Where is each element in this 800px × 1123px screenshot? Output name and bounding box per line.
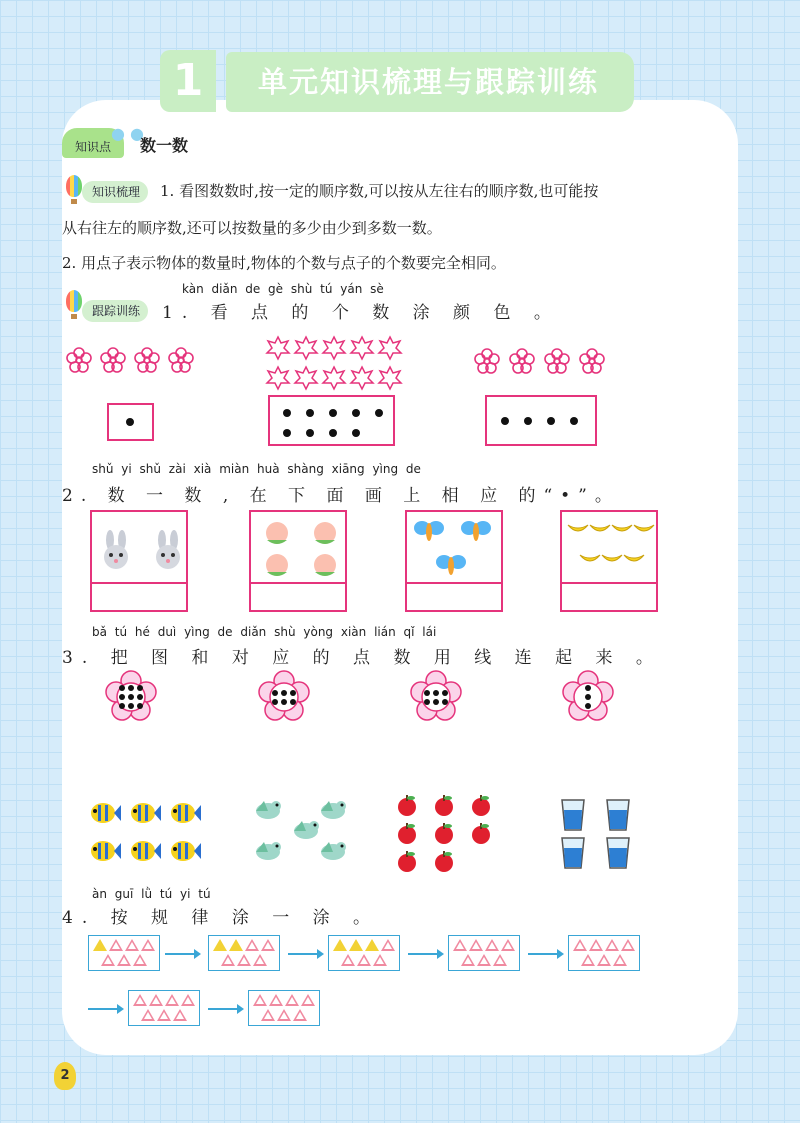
dot — [137, 685, 143, 691]
balloon-icon — [66, 290, 82, 312]
dot-flower — [410, 670, 462, 722]
flower-icon — [98, 345, 128, 379]
dot — [119, 685, 125, 691]
triangle — [141, 1009, 155, 1021]
unit-number: 1 — [160, 50, 216, 112]
dot — [126, 418, 134, 426]
triangle — [213, 939, 227, 951]
q2-answer-divider — [560, 582, 658, 584]
q1-dot-box[interactable] — [485, 395, 597, 446]
leaf-icon — [321, 335, 347, 365]
flower-icon — [64, 345, 94, 379]
butterfly-icon — [435, 552, 467, 582]
triangle — [349, 939, 363, 951]
q1-text: 1. 看 点 的 个 数 涂 颜 色 。 — [162, 303, 560, 323]
q2-answer-divider — [249, 582, 347, 584]
fish-icon — [128, 800, 162, 830]
cup-icon — [605, 798, 631, 836]
leaf-icon — [293, 335, 319, 365]
tracking-training-badge: 跟踪训练 — [82, 300, 148, 322]
triangle — [269, 994, 283, 1006]
leaf-icon — [293, 365, 319, 395]
triangle — [117, 954, 131, 966]
triangle — [613, 954, 627, 966]
dot — [433, 699, 439, 705]
q1-dot-box[interactable] — [107, 403, 154, 441]
knowledge-point-badge: 知识点 ● ● — [62, 128, 124, 158]
flower-icon — [132, 345, 162, 379]
triangle — [221, 954, 235, 966]
q3-pinyin: bǎ tú hé duì yìng de diǎn shù yòng xiàn lián qǐ lái — [92, 625, 437, 639]
triangle — [453, 939, 467, 951]
peach-icon — [311, 518, 339, 550]
triangle — [173, 1009, 187, 1021]
dot — [424, 690, 430, 696]
q2-text: 2. 数 一 数 , 在 下 面 画 上 相 应 的“•”。 — [62, 486, 620, 506]
pattern-box[interactable] — [208, 935, 280, 971]
triangle — [501, 939, 515, 951]
dot — [281, 699, 287, 705]
triangle — [253, 994, 267, 1006]
triangle — [133, 994, 147, 1006]
triangle — [285, 994, 299, 1006]
dot — [128, 694, 134, 700]
leaf-icon — [265, 365, 291, 395]
q3-text: 3. 把 图 和 对 应 的 点 数 用 线 连 起 来 。 — [62, 648, 662, 668]
triangle — [381, 939, 395, 951]
arrow-icon — [88, 1008, 122, 1010]
leaf-icon — [377, 335, 403, 365]
q2-answer-divider — [90, 582, 188, 584]
dot — [585, 685, 591, 691]
leaf-icon — [349, 365, 375, 395]
apple-icon — [469, 821, 493, 849]
leaf-icon — [377, 365, 403, 395]
triangle — [341, 954, 355, 966]
section-title: 数一数 — [140, 136, 189, 155]
apple-icon — [432, 849, 456, 877]
dot-flower — [105, 670, 157, 722]
triangle — [493, 954, 507, 966]
pattern-box[interactable] — [448, 935, 520, 971]
flower-icon — [542, 346, 572, 380]
apple-icon — [395, 821, 419, 849]
dot — [501, 417, 509, 425]
dot-flower — [562, 670, 614, 722]
fish-icon — [168, 838, 202, 868]
apple-icon — [395, 849, 419, 877]
dot — [306, 429, 314, 437]
flower-icon — [472, 346, 502, 380]
page-number: 2 — [54, 1062, 76, 1090]
bird-icon — [252, 797, 284, 825]
flower-icon — [507, 346, 537, 380]
triangle — [373, 954, 387, 966]
triangle — [621, 939, 635, 951]
dot — [547, 417, 555, 425]
rabbit-icon — [150, 530, 186, 570]
butterfly-icon — [413, 518, 445, 548]
apple-icon — [395, 793, 419, 821]
triangle — [125, 939, 139, 951]
triangle — [461, 954, 475, 966]
triangle — [589, 939, 603, 951]
peach-icon — [263, 518, 291, 550]
q2-answer-divider — [405, 582, 503, 584]
triangle — [165, 994, 179, 1006]
banana-icon — [600, 550, 624, 569]
triangle — [157, 1009, 171, 1021]
dot — [283, 429, 291, 437]
cup-icon — [605, 836, 631, 874]
q2-pinyin: shǔ yi shǔ zài xià miàn huà shàng xiāng yìng de — [92, 462, 421, 476]
arrow-icon — [288, 953, 322, 955]
arrow-icon — [408, 953, 442, 955]
cup-icon — [560, 836, 586, 874]
triangle — [333, 939, 347, 951]
dot — [375, 409, 383, 417]
banana-icon — [578, 550, 602, 569]
triangle — [301, 994, 315, 1006]
butterfly-icon — [460, 518, 492, 548]
peach-icon — [311, 550, 339, 582]
dot — [290, 690, 296, 696]
dot — [272, 699, 278, 705]
dot — [352, 409, 360, 417]
leaf-icon — [265, 335, 291, 365]
dot — [137, 694, 143, 700]
fish-icon — [128, 838, 162, 868]
q1-dot-box[interactable] — [268, 395, 395, 446]
triangle — [477, 954, 491, 966]
dot — [329, 409, 337, 417]
triangle — [133, 954, 147, 966]
q4-text: 4. 按 规 律 涂 一 涂 。 — [62, 908, 380, 928]
dot — [442, 690, 448, 696]
triangle — [237, 954, 251, 966]
triangle — [469, 939, 483, 951]
fish-icon — [168, 800, 202, 830]
arrow-icon — [165, 953, 199, 955]
apple-icon — [432, 793, 456, 821]
triangle — [277, 1009, 291, 1021]
pattern-box[interactable] — [568, 935, 640, 971]
dot — [272, 690, 278, 696]
knowledge-line-1: 1. 看图数数时,按一定的顺序数,可以按从左往右的顺序数,也可能按 — [160, 182, 599, 200]
dot — [329, 429, 337, 437]
flower-icon — [577, 346, 607, 380]
pattern-box[interactable] — [328, 935, 400, 971]
dot — [570, 417, 578, 425]
banana-icon — [632, 520, 656, 539]
dot — [442, 699, 448, 705]
triangle — [253, 954, 267, 966]
dot — [352, 429, 360, 437]
rabbit-icon — [98, 530, 134, 570]
dot — [137, 703, 143, 709]
dot — [119, 694, 125, 700]
triangle — [141, 939, 155, 951]
arrow-icon — [208, 1008, 242, 1010]
peach-icon — [263, 550, 291, 582]
triangle — [229, 939, 243, 951]
bird-icon — [317, 838, 349, 866]
pattern-box[interactable] — [128, 990, 200, 1026]
apple-icon — [469, 793, 493, 821]
pattern-box[interactable] — [248, 990, 320, 1026]
triangle — [93, 939, 107, 951]
banana-icon — [622, 550, 646, 569]
q1-pinyin: kàn diǎn de gè shù tú yán sè — [182, 282, 384, 296]
dot — [128, 685, 134, 691]
knowledge-line-2: 从右往左的顺序数,还可以按数量的多少由少到多数一数。 — [62, 219, 442, 237]
dot — [119, 703, 125, 709]
fish-icon — [88, 800, 122, 830]
triangle — [485, 939, 499, 951]
badge-label: 知识点 — [74, 140, 111, 154]
knowledge-line-3: 2. 用点子表示物体的数量时,物体的个数与点子的个数要完全相同。 — [62, 254, 506, 272]
banana-icon — [610, 520, 634, 539]
banana-icon — [588, 520, 612, 539]
dot — [306, 409, 314, 417]
dot — [585, 694, 591, 700]
triangle — [101, 954, 115, 966]
triangle — [605, 939, 619, 951]
dot — [424, 699, 430, 705]
pattern-box[interactable] — [88, 935, 160, 971]
triangle — [149, 994, 163, 1006]
unit-title: 单元知识梳理与跟踪训练 — [226, 52, 634, 112]
triangle — [597, 954, 611, 966]
banana-icon — [566, 520, 590, 539]
dot — [281, 690, 287, 696]
dot — [524, 417, 532, 425]
balloon-icon — [66, 175, 82, 197]
triangle — [573, 939, 587, 951]
triangle — [261, 1009, 275, 1021]
dot — [128, 703, 134, 709]
triangle — [365, 939, 379, 951]
leaf-icon — [349, 335, 375, 365]
triangle — [245, 939, 259, 951]
triangle — [261, 939, 275, 951]
triangle — [581, 954, 595, 966]
knowledge-review-badge: 知识梳理 — [82, 181, 148, 203]
triangle — [293, 1009, 307, 1021]
cup-icon — [560, 798, 586, 836]
dot — [283, 409, 291, 417]
dot — [290, 699, 296, 705]
fish-icon — [88, 838, 122, 868]
q4-pinyin: àn guī lǜ tú yi tú — [92, 887, 211, 901]
arrow-icon — [528, 953, 562, 955]
triangle — [181, 994, 195, 1006]
triangle — [357, 954, 371, 966]
apple-icon — [432, 821, 456, 849]
dot — [585, 703, 591, 709]
triangle — [109, 939, 123, 951]
dot-flower — [258, 670, 310, 722]
dot — [433, 690, 439, 696]
bird-icon — [252, 838, 284, 866]
leaf-icon — [321, 365, 347, 395]
flower-icon — [166, 345, 196, 379]
